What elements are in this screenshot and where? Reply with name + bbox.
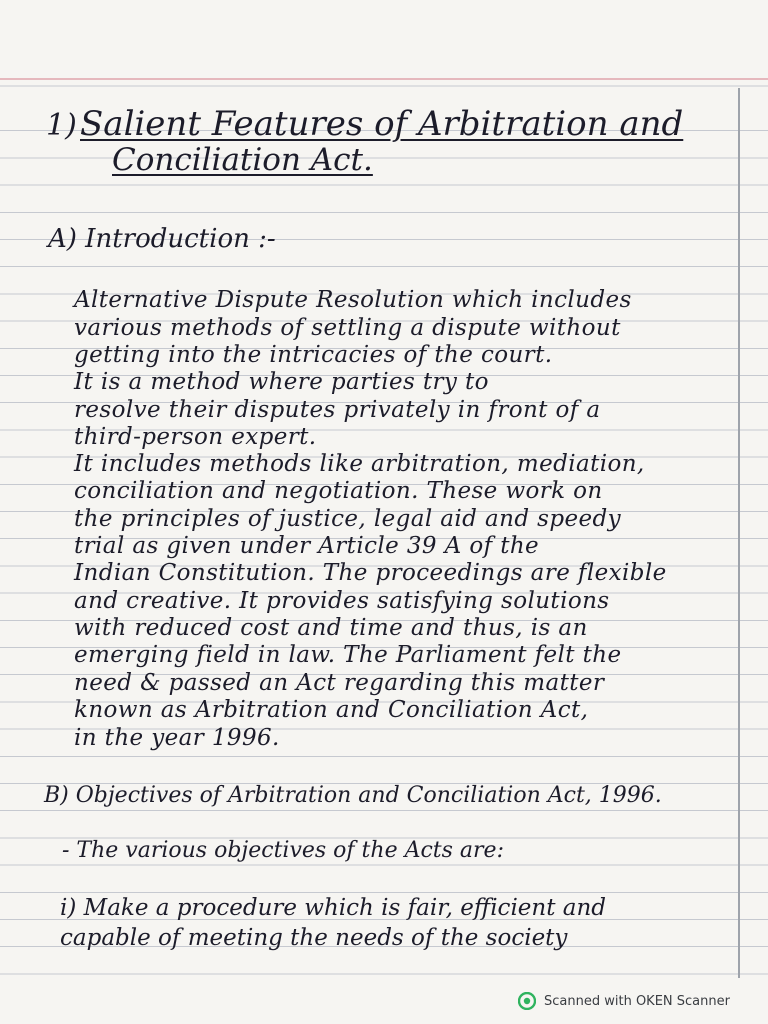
objectives-intro: - The various objectives of the Acts are:: [62, 838, 504, 863]
scanner-watermark: [518, 990, 730, 1012]
objective-item-line: i) Make a procedure which is fair, efficient and: [60, 895, 607, 921]
section-b-title: B) Objectives of Arbitration and Conciliation Act, 1996.: [44, 783, 662, 808]
paragraph-line: resolve their disputes privately in front of a: [74, 397, 601, 423]
paragraph-line: with reduced cost and time and thus, is an: [74, 615, 588, 641]
paragraph-line: getting into the intricacies of the court.: [74, 342, 553, 368]
paragraph-line: the principles of justice, legal aid and speedy: [74, 506, 622, 532]
right-margin-line: [738, 88, 740, 988]
oken-scanner-logo-icon: [518, 992, 536, 1010]
paragraph-line: trial as given under Article 39 A of the: [74, 533, 540, 559]
heading-title-line-1: Salient Features of Arbitration and: [80, 104, 684, 144]
paragraph-line: It is a method where parties try to: [74, 369, 489, 395]
paragraph-line: emerging field in law. The Parliament felt the: [74, 642, 622, 668]
paragraph-line: and creative. It provides satisfying solutions: [74, 588, 610, 614]
paragraph-line: third-person expert.: [74, 424, 317, 450]
heading-title-line-2: Conciliation Act.: [112, 142, 373, 178]
top-blank-area: [0, 0, 768, 78]
scanner-label: Scanned with OKEN Scanner: [544, 993, 730, 1009]
objective-item-line: capable of meeting the needs of the society: [60, 925, 568, 951]
paragraph-line: Indian Constitution. The proceedings are flexible: [74, 560, 667, 586]
paragraph-line: known as Arbitration and Conciliation Act,: [74, 697, 589, 723]
paragraph-line: conciliation and negotiation. These work on: [74, 478, 603, 504]
paragraph-line: in the year 1996.: [74, 725, 280, 751]
heading-number: 1): [46, 108, 77, 143]
top-margin-line: [0, 78, 768, 80]
paragraph-line: various methods of settling a dispute without: [74, 315, 621, 341]
paragraph-line: Alternative Dispute Resolution which includes: [74, 287, 632, 313]
section-a-title: A) Introduction :-: [48, 224, 276, 254]
paragraph-line: It includes methods like arbitration, mediation,: [74, 451, 645, 477]
paragraph-line: need & passed an Act regarding this matter: [74, 670, 605, 696]
